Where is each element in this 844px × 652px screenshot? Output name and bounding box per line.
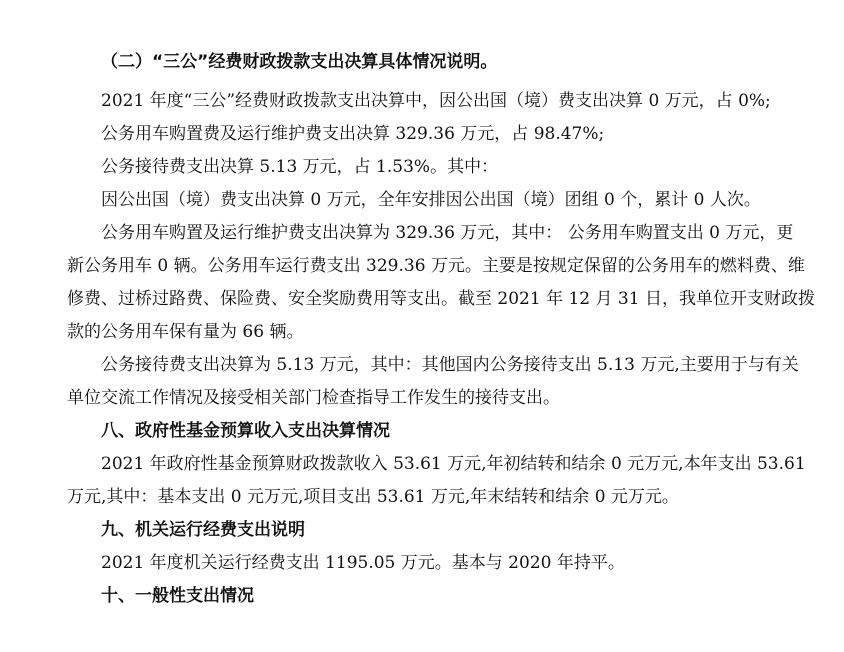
section-10-heading: 十、一般性支出情况: [101, 586, 254, 606]
vehicle-paragraph-line: 款的公务用车保有量为 66 辆。: [67, 322, 304, 342]
vehicle-paragraph-line: 新公务用车 0 辆。公务用车运行费支出 329.36 万元。主要是按规定保留的公务用车的燃料费、维: [67, 256, 805, 276]
section-san-gong-heading: （二）“三公”经费财政拨款支出决算具体情况说明。: [101, 52, 498, 72]
section-8-paragraph-line: 2021 年政府性基金预算财政拨款收入 53.61 万元,年初结转和结余 0 元万元,本年支出 53.61: [101, 454, 806, 474]
section-8-heading: 八、政府性基金预算收入支出决算情况: [101, 421, 390, 441]
san-gong-paragraph-2: 公务用车购置费及运行维护费支出决算 329.36 万元，占 98.47%;: [101, 124, 605, 144]
vehicle-paragraph-line: 修费、过桥过路费、保险费、安全奖励费用等支出。截至 2021 年 12 月 31 日，我单位开支财政拨: [67, 289, 815, 309]
reception-paragraph-line: 公务接待费支出决算为 5.13 万元，其中：其他国内公务接待支出 5.13 万元,主要用于与有关: [101, 355, 799, 375]
reception-paragraph-line: 单位交流工作情况及接受相关部门检查指导工作发生的接待支出。: [67, 388, 560, 408]
san-gong-paragraph-1: 2021 年度“三公”经费财政拨款支出决算中，因公出国（境）费支出决算 0 万元，占 0%;: [101, 91, 771, 111]
section-8-paragraph-line: 万元,其中：基本支出 0 元万元,项目支出 53.61 万元,年末结转和结余 0 元万元。: [67, 487, 679, 507]
san-gong-paragraph-4: 因公出国（境）费支出决算 0 万元，全年安排因公出国（境）团组 0 个，累计 0 人次。: [101, 190, 761, 210]
san-gong-paragraph-3: 公务接待费支出决算 5.13 万元，占 1.53%。其中：: [101, 157, 499, 177]
section-9-paragraph: 2021 年度机关运行经费支出 1195.05 万元。基本与 2020 年持平。: [101, 553, 625, 573]
vehicle-paragraph-line: 公务用车购置及运行维护费支出决算为 329.36 万元，其中： 公务用车购置支出 0 万元，更: [101, 223, 794, 243]
section-9-heading: 九、机关运行经费支出说明: [101, 520, 305, 540]
